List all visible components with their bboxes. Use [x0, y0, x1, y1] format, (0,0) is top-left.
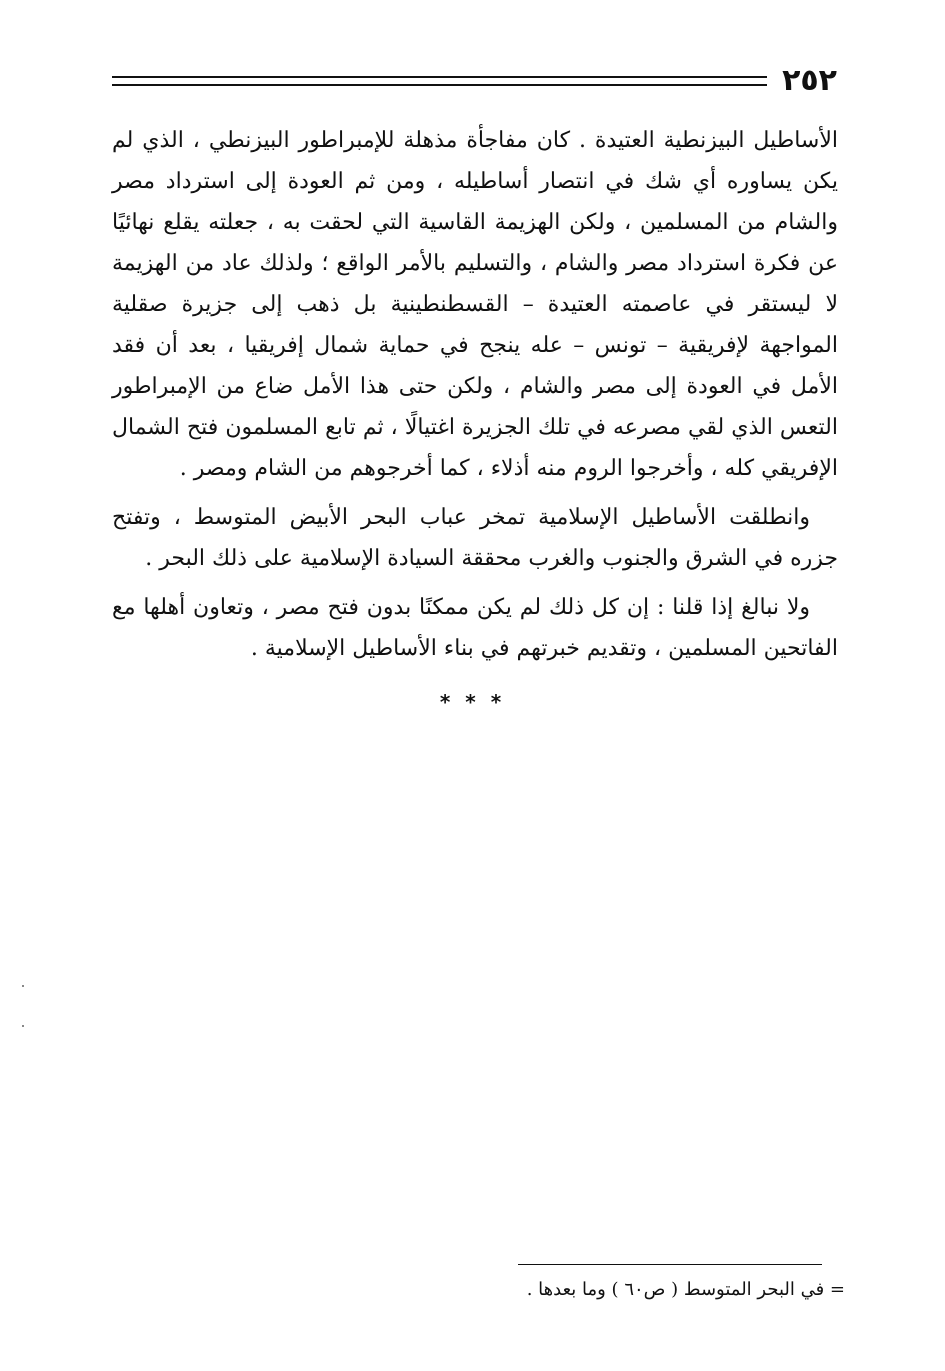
paragraph-3: ولا نبالغ إذا قلنا : إن كل ذلك لم يكن ممكنًا بدون فتح مصر ، وتعاون أهلها مع الفاتحين المسلمين ، وتقديم خبرتهم في بناء الأساطيل الإسلامية .	[112, 595, 838, 661]
paragraph-1: الأساطيل البيزنطية العتيدة . كان مفاجأة مذهلة للإمبراطور البيزنطي ، الذي لم يكن يساوره أي شك في انتصار أساطيله ، ومن ثم العودة إلى استرداد مصر والشام من المسلمين ، ولكن الهزيمة القاسية التي لحقت به ، جعلته يقلع نهائيًا عن فكرة استرداد مصر والشام ، والتسليم بالأمر الواقع ؛ ولذلك عاد من الهزيمة لا ليستقر في عاصمته العتيدة – القسطنطينية بل ذهب إلى جزيرة صقلية المواجهة لإفريقية – تونس – عله ينجح في حماية شمال إفريقيا ، بعد أن فقد الأمل في العودة إلى مصر والشام ، ولكن حتى هذا الأمل ضاع من الإمبراطور التعس الذي لقي مصرعه في تلك الجزيرة اغتيالًا ، ثم تابع المسلمون فتح الشمال الإفريقي كله ، وأخرجوا الروم منه أذلاء ، كما أخرجوهم من الشام ومصر .	[112, 128, 838, 481]
scan-speck	[22, 1025, 24, 1027]
scan-speck	[22, 985, 24, 987]
page-header	[112, 62, 837, 102]
section-separator: * * *	[439, 690, 506, 714]
header-rule-top	[112, 76, 767, 78]
header-rule-bottom	[112, 84, 767, 86]
body-text	[112, 120, 838, 677]
page-number: ٢٥٢	[782, 63, 837, 98]
footnote-rule	[518, 1264, 822, 1265]
footnote: = في البحر المتوسط ( ص٦٠ ) وما بعدها .	[526, 1279, 845, 1300]
paragraph-2: وانطلقت الأساطيل الإسلامية تمخر عباب البحر الأبيض المتوسط ، وتفتح جزره في الشرق والجنوب والغرب محققة السيادة الإسلامية على ذلك البحر .	[112, 505, 838, 571]
